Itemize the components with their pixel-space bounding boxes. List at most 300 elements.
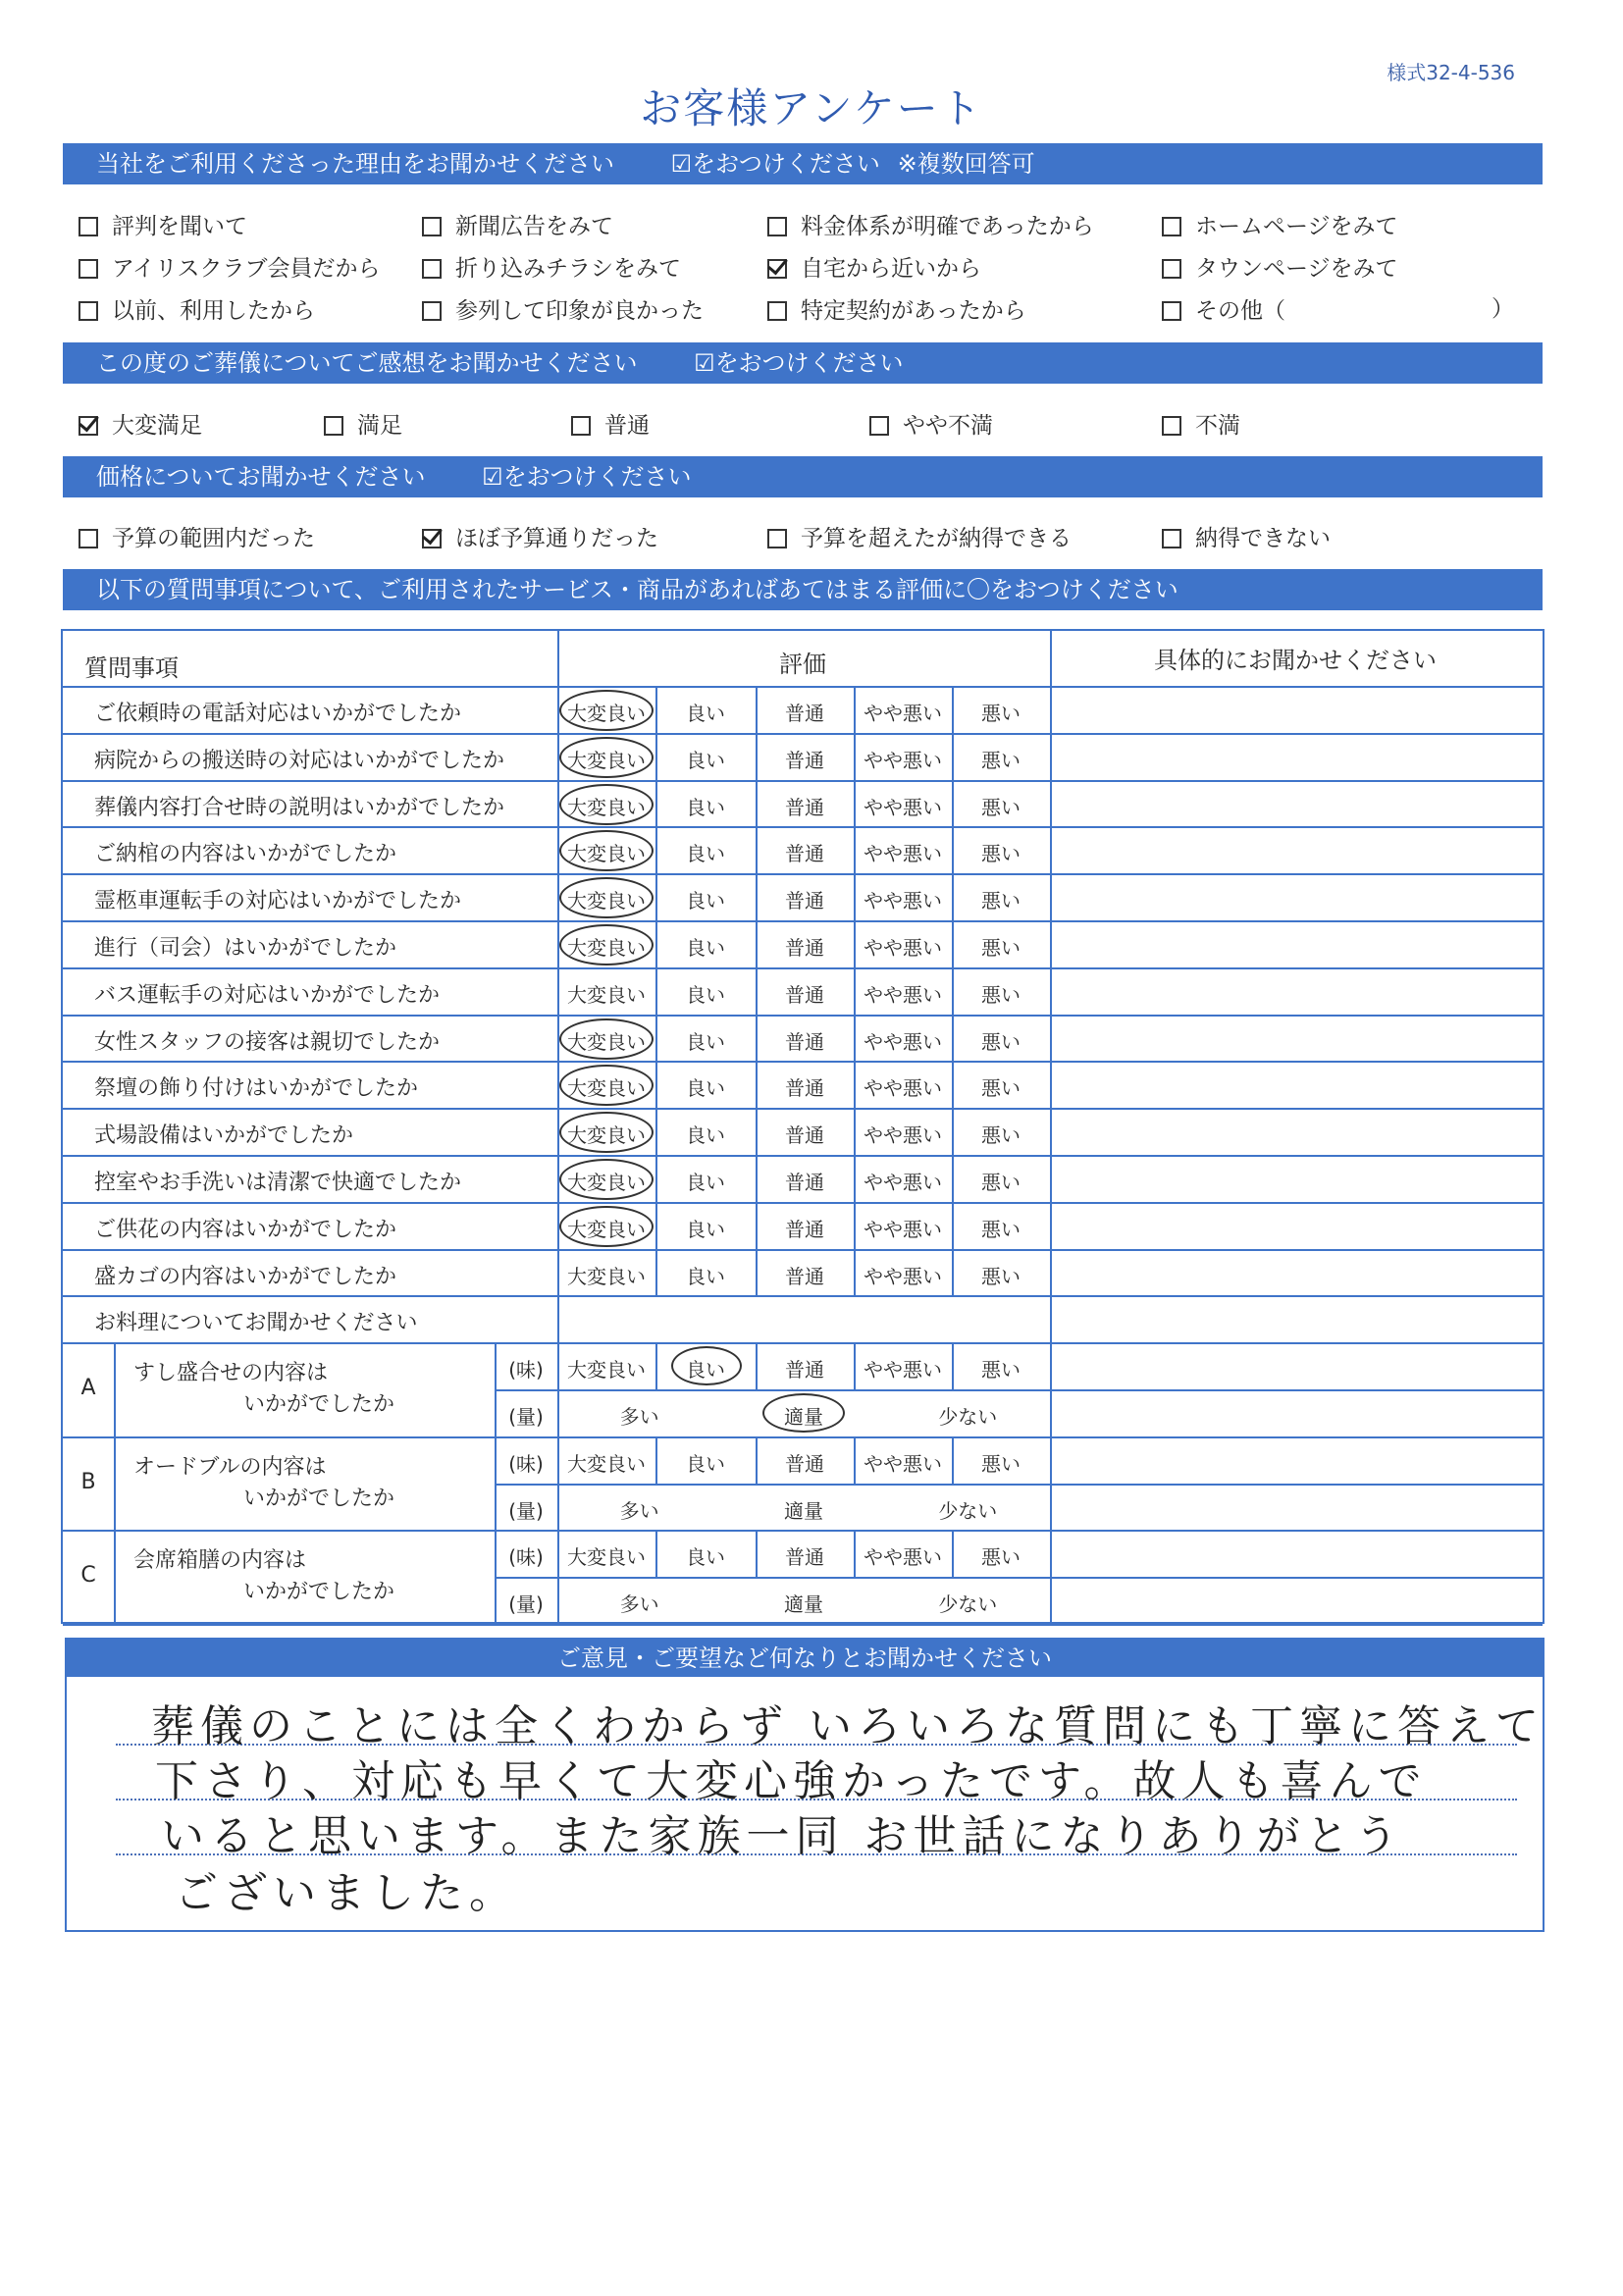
cell-divider xyxy=(952,780,954,827)
option-checkbox[interactable] xyxy=(422,520,658,552)
option-label: 評判を聞いて xyxy=(112,214,247,239)
cell-divider xyxy=(655,1015,657,1062)
taste-label: (味) xyxy=(508,1545,544,1570)
checkbox-icon[interactable] xyxy=(1162,217,1181,236)
rating-option[interactable]: 多い xyxy=(619,1405,659,1429)
cell-divider xyxy=(655,826,657,873)
rating-option[interactable]: 良い xyxy=(686,1123,725,1148)
row-divider xyxy=(495,1484,1543,1486)
rating-option[interactable]: 悪い xyxy=(981,748,1021,772)
rating-option[interactable]: 大変良い xyxy=(567,1451,646,1476)
rating-option[interactable]: 少ない xyxy=(938,1498,998,1523)
row-divider xyxy=(63,1249,1543,1251)
section-note: ※複数回答可 xyxy=(897,150,1035,178)
rating-option[interactable]: 普通 xyxy=(785,748,824,772)
cell-divider xyxy=(756,1202,758,1249)
rating-option[interactable]: 悪い xyxy=(981,889,1021,913)
section-heading: 価格についてお聞かせください xyxy=(96,463,426,491)
row-divider xyxy=(63,1342,1543,1344)
rating-option[interactable]: 大変良い xyxy=(567,936,646,960)
question-text: バス運転手の対応はいかがでしたか xyxy=(94,982,441,1008)
rating-circle-mark[interactable] xyxy=(559,784,654,825)
cell-divider xyxy=(495,1530,497,1624)
rating-option[interactable]: 大変良い xyxy=(567,982,646,1007)
taste-label: (味) xyxy=(508,1451,544,1476)
option-checkbox[interactable] xyxy=(79,292,315,325)
rating-option[interactable]: 悪い xyxy=(981,1171,1021,1194)
rating-option[interactable]: 普通 xyxy=(785,889,824,913)
question-text: 進行（司会）はいかがでしたか xyxy=(94,936,397,961)
row-divider xyxy=(63,1108,1543,1110)
rating-option[interactable]: やや悪い xyxy=(864,795,942,819)
option-label: 特定契約があったから xyxy=(801,298,1026,324)
rating-option[interactable]: 良い xyxy=(686,1545,725,1570)
rating-option[interactable]: 普通 xyxy=(785,1358,824,1383)
row-divider xyxy=(63,967,1543,969)
option-checkbox[interactable] xyxy=(79,208,247,240)
cell-divider xyxy=(756,873,758,920)
section-header-impression xyxy=(63,342,1543,384)
rating-option[interactable]: 普通 xyxy=(785,936,824,960)
cell-divider xyxy=(114,1342,116,1436)
rating-option[interactable]: 適量 xyxy=(783,1592,823,1617)
question-text: 女性スタッフの接客は親切でしたか xyxy=(94,1029,441,1055)
checkbox-icon[interactable] xyxy=(422,217,442,236)
rating-option[interactable]: 悪い xyxy=(981,1076,1021,1101)
rating-option[interactable]: 良い xyxy=(686,1264,725,1288)
rating-option[interactable]: 良い xyxy=(686,982,725,1007)
rating-circle-mark[interactable] xyxy=(559,924,654,965)
food-item-subtitle: いかがでしたか xyxy=(243,1392,395,1418)
option-checkbox[interactable] xyxy=(1162,208,1398,240)
option-label: タウンページをみて xyxy=(1195,256,1398,282)
cell-divider xyxy=(854,1061,856,1108)
rating-option[interactable]: 普通 xyxy=(785,1545,824,1570)
rating-circle-mark[interactable] xyxy=(559,690,654,731)
cell-divider xyxy=(952,1015,954,1062)
rating-option[interactable]: やや悪い xyxy=(864,1217,942,1241)
rating-option[interactable]: 普通 xyxy=(785,1264,824,1288)
question-text: ご供花の内容はいかがでしたか xyxy=(94,1217,397,1242)
row-divider xyxy=(63,1202,1543,1204)
cell-divider xyxy=(952,826,954,873)
option-label: 自宅から近いから xyxy=(801,256,981,282)
rating-option[interactable]: 良い xyxy=(686,748,725,772)
option-checkbox[interactable] xyxy=(79,250,380,283)
cell-divider xyxy=(952,873,954,920)
cell-divider xyxy=(655,873,657,920)
option-label: その他（ xyxy=(1195,298,1285,324)
column-header-question: 質問事項 xyxy=(84,654,179,682)
option-checkbox[interactable] xyxy=(79,407,202,440)
cell-divider xyxy=(756,1155,758,1202)
rating-option[interactable]: 大変良い xyxy=(567,795,646,819)
checkbox-icon[interactable] xyxy=(422,259,442,279)
food-item-title: すし盛合せの内容は xyxy=(133,1361,329,1386)
checkbox-icon[interactable] xyxy=(1162,259,1181,279)
row-divider xyxy=(63,873,1543,875)
option-label: やや不満 xyxy=(903,413,993,439)
cell-divider xyxy=(952,733,954,780)
cell-divider xyxy=(655,1061,657,1108)
rating-circle-mark[interactable] xyxy=(762,1393,845,1433)
cell-divider xyxy=(655,920,657,967)
column-header-detail: 具体的にお聞かせください xyxy=(1154,647,1437,674)
option-label: 不満 xyxy=(1195,413,1240,439)
rating-option[interactable]: やや悪い xyxy=(864,1545,942,1570)
rating-option[interactable]: 良い xyxy=(686,1029,725,1054)
cell-divider xyxy=(952,1202,954,1249)
rating-option[interactable]: 大変良い xyxy=(567,842,646,866)
cell-divider xyxy=(655,1342,657,1389)
cell-divider xyxy=(756,1061,758,1108)
checkbox-icon[interactable] xyxy=(1162,301,1181,321)
checkbox-icon[interactable] xyxy=(767,301,787,321)
rating-option[interactable]: やや悪い xyxy=(864,702,942,725)
option-label: ホームページをみて xyxy=(1195,214,1398,239)
comment-line: ございました。 xyxy=(175,1868,518,1918)
cell-divider xyxy=(756,967,758,1015)
question-text: 祭壇の飾り付けはいかがでしたか xyxy=(94,1076,419,1102)
cell-divider xyxy=(495,1436,497,1531)
cell-divider xyxy=(854,1436,856,1484)
cell-divider xyxy=(655,1530,657,1577)
question-text: ご依頼時の電話対応はいかがでしたか xyxy=(94,702,462,726)
rating-circle-mark[interactable] xyxy=(671,1346,742,1385)
rating-option[interactable]: 多い xyxy=(619,1592,659,1617)
option-checkbox[interactable] xyxy=(767,292,1026,325)
rating-circle-mark[interactable] xyxy=(559,1112,654,1153)
amount-label: (量) xyxy=(508,1405,544,1429)
comment-line: いると思います。また家族一同 お世話になりありがとう xyxy=(161,1811,1404,1861)
cell-divider xyxy=(952,967,954,1015)
rating-circle-mark[interactable] xyxy=(559,1018,654,1060)
rating-option[interactable]: 良い xyxy=(686,702,725,725)
checkbox-icon[interactable] xyxy=(79,529,98,548)
cell-divider xyxy=(854,686,856,733)
rating-option[interactable]: 大変良い xyxy=(567,1076,646,1101)
rating-option[interactable]: 悪い xyxy=(981,1217,1021,1241)
rating-circle-mark[interactable] xyxy=(559,877,654,918)
rating-option[interactable]: 普通 xyxy=(785,842,824,866)
cell-divider xyxy=(952,1155,954,1202)
rating-option[interactable]: 良い xyxy=(686,889,725,913)
cell-divider xyxy=(854,1108,856,1155)
rating-option[interactable]: 大変良い xyxy=(567,1171,646,1194)
row-divider xyxy=(63,920,1543,922)
cell-divider xyxy=(952,920,954,967)
rating-option[interactable]: 悪い xyxy=(981,936,1021,960)
section-header-reasons xyxy=(63,143,1543,184)
rating-option[interactable]: 普通 xyxy=(785,1171,824,1194)
cell-divider xyxy=(952,1061,954,1108)
cell-divider xyxy=(952,1530,954,1577)
food-item-subtitle: いかがでしたか xyxy=(243,1486,395,1511)
rating-option[interactable]: 大変良い xyxy=(567,702,646,725)
checkbox-icon[interactable] xyxy=(1162,529,1181,548)
cell-divider xyxy=(114,1530,116,1624)
rating-option[interactable]: 良い xyxy=(686,1076,725,1101)
cell-divider xyxy=(854,1015,856,1062)
option-label: 満足 xyxy=(357,413,402,439)
rating-circle-mark[interactable] xyxy=(559,1159,654,1200)
rating-option[interactable]: 普通 xyxy=(785,1123,824,1148)
rating-option[interactable]: やや悪い xyxy=(864,842,942,866)
row-divider xyxy=(63,1015,1543,1017)
cell-divider xyxy=(854,920,856,967)
row-divider xyxy=(63,780,1543,782)
question-text: 控室やお手洗いは清潔で快適でしたか xyxy=(94,1171,462,1195)
rating-option[interactable]: 適量 xyxy=(783,1405,823,1429)
section-instruction: ☑をおつけください xyxy=(482,463,692,491)
rating-option[interactable]: 大変良い xyxy=(567,1123,646,1148)
cell-divider xyxy=(756,686,758,733)
option-checkbox[interactable] xyxy=(324,407,402,440)
rating-option[interactable]: 悪い xyxy=(981,702,1021,725)
rating-option[interactable]: やや悪い xyxy=(864,1358,942,1383)
rating-option[interactable]: 悪い xyxy=(981,1451,1021,1476)
option-checkbox[interactable] xyxy=(869,407,993,440)
cell-divider xyxy=(655,780,657,827)
option-checkbox[interactable] xyxy=(1162,292,1285,325)
amount-label: (量) xyxy=(508,1498,544,1523)
rating-option[interactable]: 悪い xyxy=(981,1358,1021,1383)
rating-option[interactable]: 悪い xyxy=(981,795,1021,819)
cell-divider xyxy=(655,1155,657,1202)
option-checkbox[interactable] xyxy=(1162,520,1331,552)
food-item-title: オードブルの内容は xyxy=(133,1454,327,1480)
rating-option[interactable]: 良い xyxy=(686,1171,725,1194)
rating-option[interactable]: 普通 xyxy=(785,795,824,819)
question-text: 葬儀内容打合せ時の説明はいかがでしたか xyxy=(94,795,505,820)
food-section-heading: お料理についてお聞かせください xyxy=(94,1311,418,1336)
comments-box xyxy=(65,1638,1544,1932)
rating-option[interactable]: 普通 xyxy=(785,1217,824,1241)
option-checkbox[interactable] xyxy=(79,520,315,552)
cell-divider xyxy=(854,733,856,780)
food-item-subtitle: いかがでしたか xyxy=(243,1580,395,1605)
rating-option[interactable]: 普通 xyxy=(785,982,824,1007)
cell-divider xyxy=(756,780,758,827)
option-checkbox[interactable] xyxy=(767,208,1094,240)
cell-divider xyxy=(854,873,856,920)
checkbox-icon[interactable] xyxy=(324,416,343,436)
cell-divider xyxy=(756,1108,758,1155)
rating-option[interactable]: 悪い xyxy=(981,1123,1021,1148)
rating-option[interactable]: 大変良い xyxy=(567,1545,646,1570)
rating-option[interactable]: やや悪い xyxy=(864,1029,942,1054)
cell-divider xyxy=(756,1342,758,1389)
checkbox-icon[interactable] xyxy=(79,416,98,436)
comment-line: 下さり、対応も早くて大変心強かったです。故人も喜んで xyxy=(155,1756,1428,1806)
rating-option[interactable]: 良い xyxy=(686,936,725,960)
checkbox-icon[interactable] xyxy=(571,416,591,436)
section-header-evaluation xyxy=(63,569,1543,610)
cell-divider xyxy=(854,1342,856,1389)
rating-option[interactable]: やや悪い xyxy=(864,1264,942,1288)
rating-option[interactable]: 大変良い xyxy=(567,1029,646,1054)
rating-option[interactable]: 悪い xyxy=(981,1545,1021,1570)
rating-option[interactable]: 大変良い xyxy=(567,1264,646,1288)
rating-option[interactable]: やや悪い xyxy=(864,936,942,960)
option-label: 新聞広告をみて xyxy=(455,214,613,239)
cell-divider xyxy=(952,1342,954,1389)
option-checkbox[interactable] xyxy=(1162,250,1398,283)
option-checkbox[interactable] xyxy=(1162,407,1240,440)
rating-option[interactable]: 適量 xyxy=(783,1498,823,1523)
section-heading: この度のご葬儀についてご感想をお聞かせください xyxy=(96,349,638,377)
option-checkbox[interactable] xyxy=(767,520,1072,552)
checkbox-icon[interactable] xyxy=(79,259,98,279)
cell-divider xyxy=(854,826,856,873)
option-checkbox[interactable] xyxy=(422,208,613,240)
rating-option[interactable]: やや悪い xyxy=(864,1171,942,1194)
cell-divider xyxy=(952,1108,954,1155)
rating-circle-mark[interactable] xyxy=(559,1206,654,1247)
checkbox-icon[interactable] xyxy=(79,301,98,321)
rating-option[interactable]: 良い xyxy=(686,842,725,866)
rating-option[interactable]: 少ない xyxy=(938,1592,998,1617)
checkbox-icon[interactable] xyxy=(79,217,98,236)
cell-divider xyxy=(655,967,657,1015)
cell-divider xyxy=(756,920,758,967)
section-heading: 以下の質問事項について、ご利用されたサービス・商品があればあてはまる評価に〇をおつけください xyxy=(96,576,1178,603)
rating-option[interactable]: 普通 xyxy=(785,1029,824,1054)
cell-divider xyxy=(854,780,856,827)
food-letter: B xyxy=(80,1469,96,1494)
cell-divider xyxy=(952,1249,954,1296)
cell-divider xyxy=(655,733,657,780)
option-label: 以前、利用したから xyxy=(112,298,315,324)
question-text: ご納棺の内容はいかがでしたか xyxy=(94,842,397,867)
option-checkbox[interactable] xyxy=(422,250,681,283)
rating-option[interactable]: 良い xyxy=(686,1358,725,1383)
row-divider xyxy=(63,1061,1543,1063)
checkbox-icon[interactable] xyxy=(869,416,889,436)
rating-option[interactable]: 普通 xyxy=(785,1451,824,1476)
option-label: 参列して印象が良かった xyxy=(455,298,704,324)
section-instruction: ☑をおつけください xyxy=(694,349,904,377)
option-checkbox[interactable] xyxy=(422,292,704,325)
rating-option[interactable]: 普通 xyxy=(785,1076,824,1101)
rating-option[interactable]: 良い xyxy=(686,795,725,819)
column-header-rating: 評価 xyxy=(779,651,826,678)
rating-option[interactable]: 普通 xyxy=(785,702,824,725)
row-divider xyxy=(63,686,1543,688)
option-label: 料金体系が明確であったから xyxy=(801,214,1094,239)
section-instruction: ☑をおつけください xyxy=(670,150,880,178)
rating-option[interactable]: 悪い xyxy=(981,982,1021,1007)
row-divider xyxy=(63,1295,1543,1297)
cell-divider xyxy=(854,967,856,1015)
rating-option[interactable]: やや悪い xyxy=(864,1451,942,1476)
question-text: 式場設備はいかがでしたか xyxy=(94,1123,354,1149)
rating-option[interactable]: 大変良い xyxy=(567,748,646,772)
comment-line: 葬儀のことには全くわからず いろいろな質問にも丁寧に答えて xyxy=(151,1701,1544,1751)
cell-divider xyxy=(952,1436,954,1484)
option-label: アイリスクラブ会員だから xyxy=(112,256,381,282)
cell-divider xyxy=(952,686,954,733)
option-checkbox[interactable] xyxy=(571,407,650,440)
cell-divider xyxy=(756,826,758,873)
question-text: 霊柩車運転手の対応はいかがでしたか xyxy=(94,889,462,914)
cell-divider xyxy=(854,1155,856,1202)
rating-option[interactable]: 悪い xyxy=(981,1029,1021,1054)
rating-option[interactable]: やや悪い xyxy=(864,982,942,1007)
cell-divider xyxy=(495,1342,497,1436)
cell-divider xyxy=(655,1108,657,1155)
cell-divider xyxy=(854,1202,856,1249)
cell-divider xyxy=(756,1249,758,1296)
cell-divider xyxy=(756,1015,758,1062)
row-divider xyxy=(63,1155,1543,1157)
other-close-paren: ） xyxy=(1492,296,1514,322)
page-title: お客様アンケート xyxy=(640,84,983,132)
section-heading: 当社をご利用くださった理由をお聞かせください xyxy=(96,150,614,178)
cell-divider xyxy=(655,1202,657,1249)
cell-divider xyxy=(655,686,657,733)
cell-divider xyxy=(854,1249,856,1296)
taste-label: (味) xyxy=(508,1358,544,1383)
checkbox-icon[interactable] xyxy=(767,217,787,236)
checkbox-icon[interactable] xyxy=(422,301,442,321)
checkbox-icon[interactable] xyxy=(422,529,442,548)
cell-divider xyxy=(655,1249,657,1296)
section-header-price xyxy=(63,456,1543,497)
checkbox-icon[interactable] xyxy=(1162,416,1181,436)
amount-label: (量) xyxy=(508,1592,544,1617)
option-label: 普通 xyxy=(604,413,650,439)
row-divider xyxy=(63,826,1543,828)
cell-divider xyxy=(854,1530,856,1577)
option-label: 納得できない xyxy=(1195,526,1331,551)
row-divider xyxy=(63,1530,1543,1532)
option-checkbox[interactable] xyxy=(767,250,981,283)
row-divider xyxy=(495,1577,1543,1579)
rating-table xyxy=(61,629,1544,1624)
section-header-comments: ご意見・ご要望など何なりとお聞かせください xyxy=(67,1640,1543,1677)
cell-divider xyxy=(756,1530,758,1577)
rating-option[interactable]: やや悪い xyxy=(864,1076,942,1101)
rating-option[interactable]: 良い xyxy=(686,1451,725,1476)
checkbox-icon[interactable] xyxy=(767,259,787,279)
question-text: 盛カゴの内容はいかがでしたか xyxy=(94,1264,397,1289)
rating-option[interactable]: 大変良い xyxy=(567,1358,646,1383)
cell-divider xyxy=(756,1436,758,1484)
option-label: 大変満足 xyxy=(112,413,202,439)
option-label: 予算を超えたが納得できる xyxy=(801,526,1072,551)
question-text: 病院からの搬送時の対応はいかがでしたか xyxy=(94,748,505,773)
option-label: ほぼ予算通りだった xyxy=(455,526,658,551)
rating-option[interactable]: やや悪い xyxy=(864,1123,942,1148)
rating-option[interactable]: やや悪い xyxy=(864,889,942,913)
rating-option[interactable]: 多い xyxy=(619,1498,659,1523)
food-letter: C xyxy=(80,1563,96,1589)
rating-option[interactable]: やや悪い xyxy=(864,748,942,772)
rating-option[interactable]: 大変良い xyxy=(567,1217,646,1241)
rating-option[interactable]: 少ない xyxy=(938,1405,998,1429)
row-divider xyxy=(495,1389,1543,1391)
rating-circle-mark[interactable] xyxy=(559,737,654,778)
cell-divider xyxy=(756,733,758,780)
rating-option[interactable]: 悪い xyxy=(981,842,1021,866)
rating-option[interactable]: 悪い xyxy=(981,1264,1021,1288)
option-label: 折り込みチラシをみて xyxy=(455,256,681,282)
rating-option[interactable]: 良い xyxy=(686,1217,725,1241)
option-label: 予算の範囲内だった xyxy=(112,526,315,551)
checkbox-icon[interactable] xyxy=(767,529,787,548)
rating-option[interactable]: 大変良い xyxy=(567,889,646,913)
